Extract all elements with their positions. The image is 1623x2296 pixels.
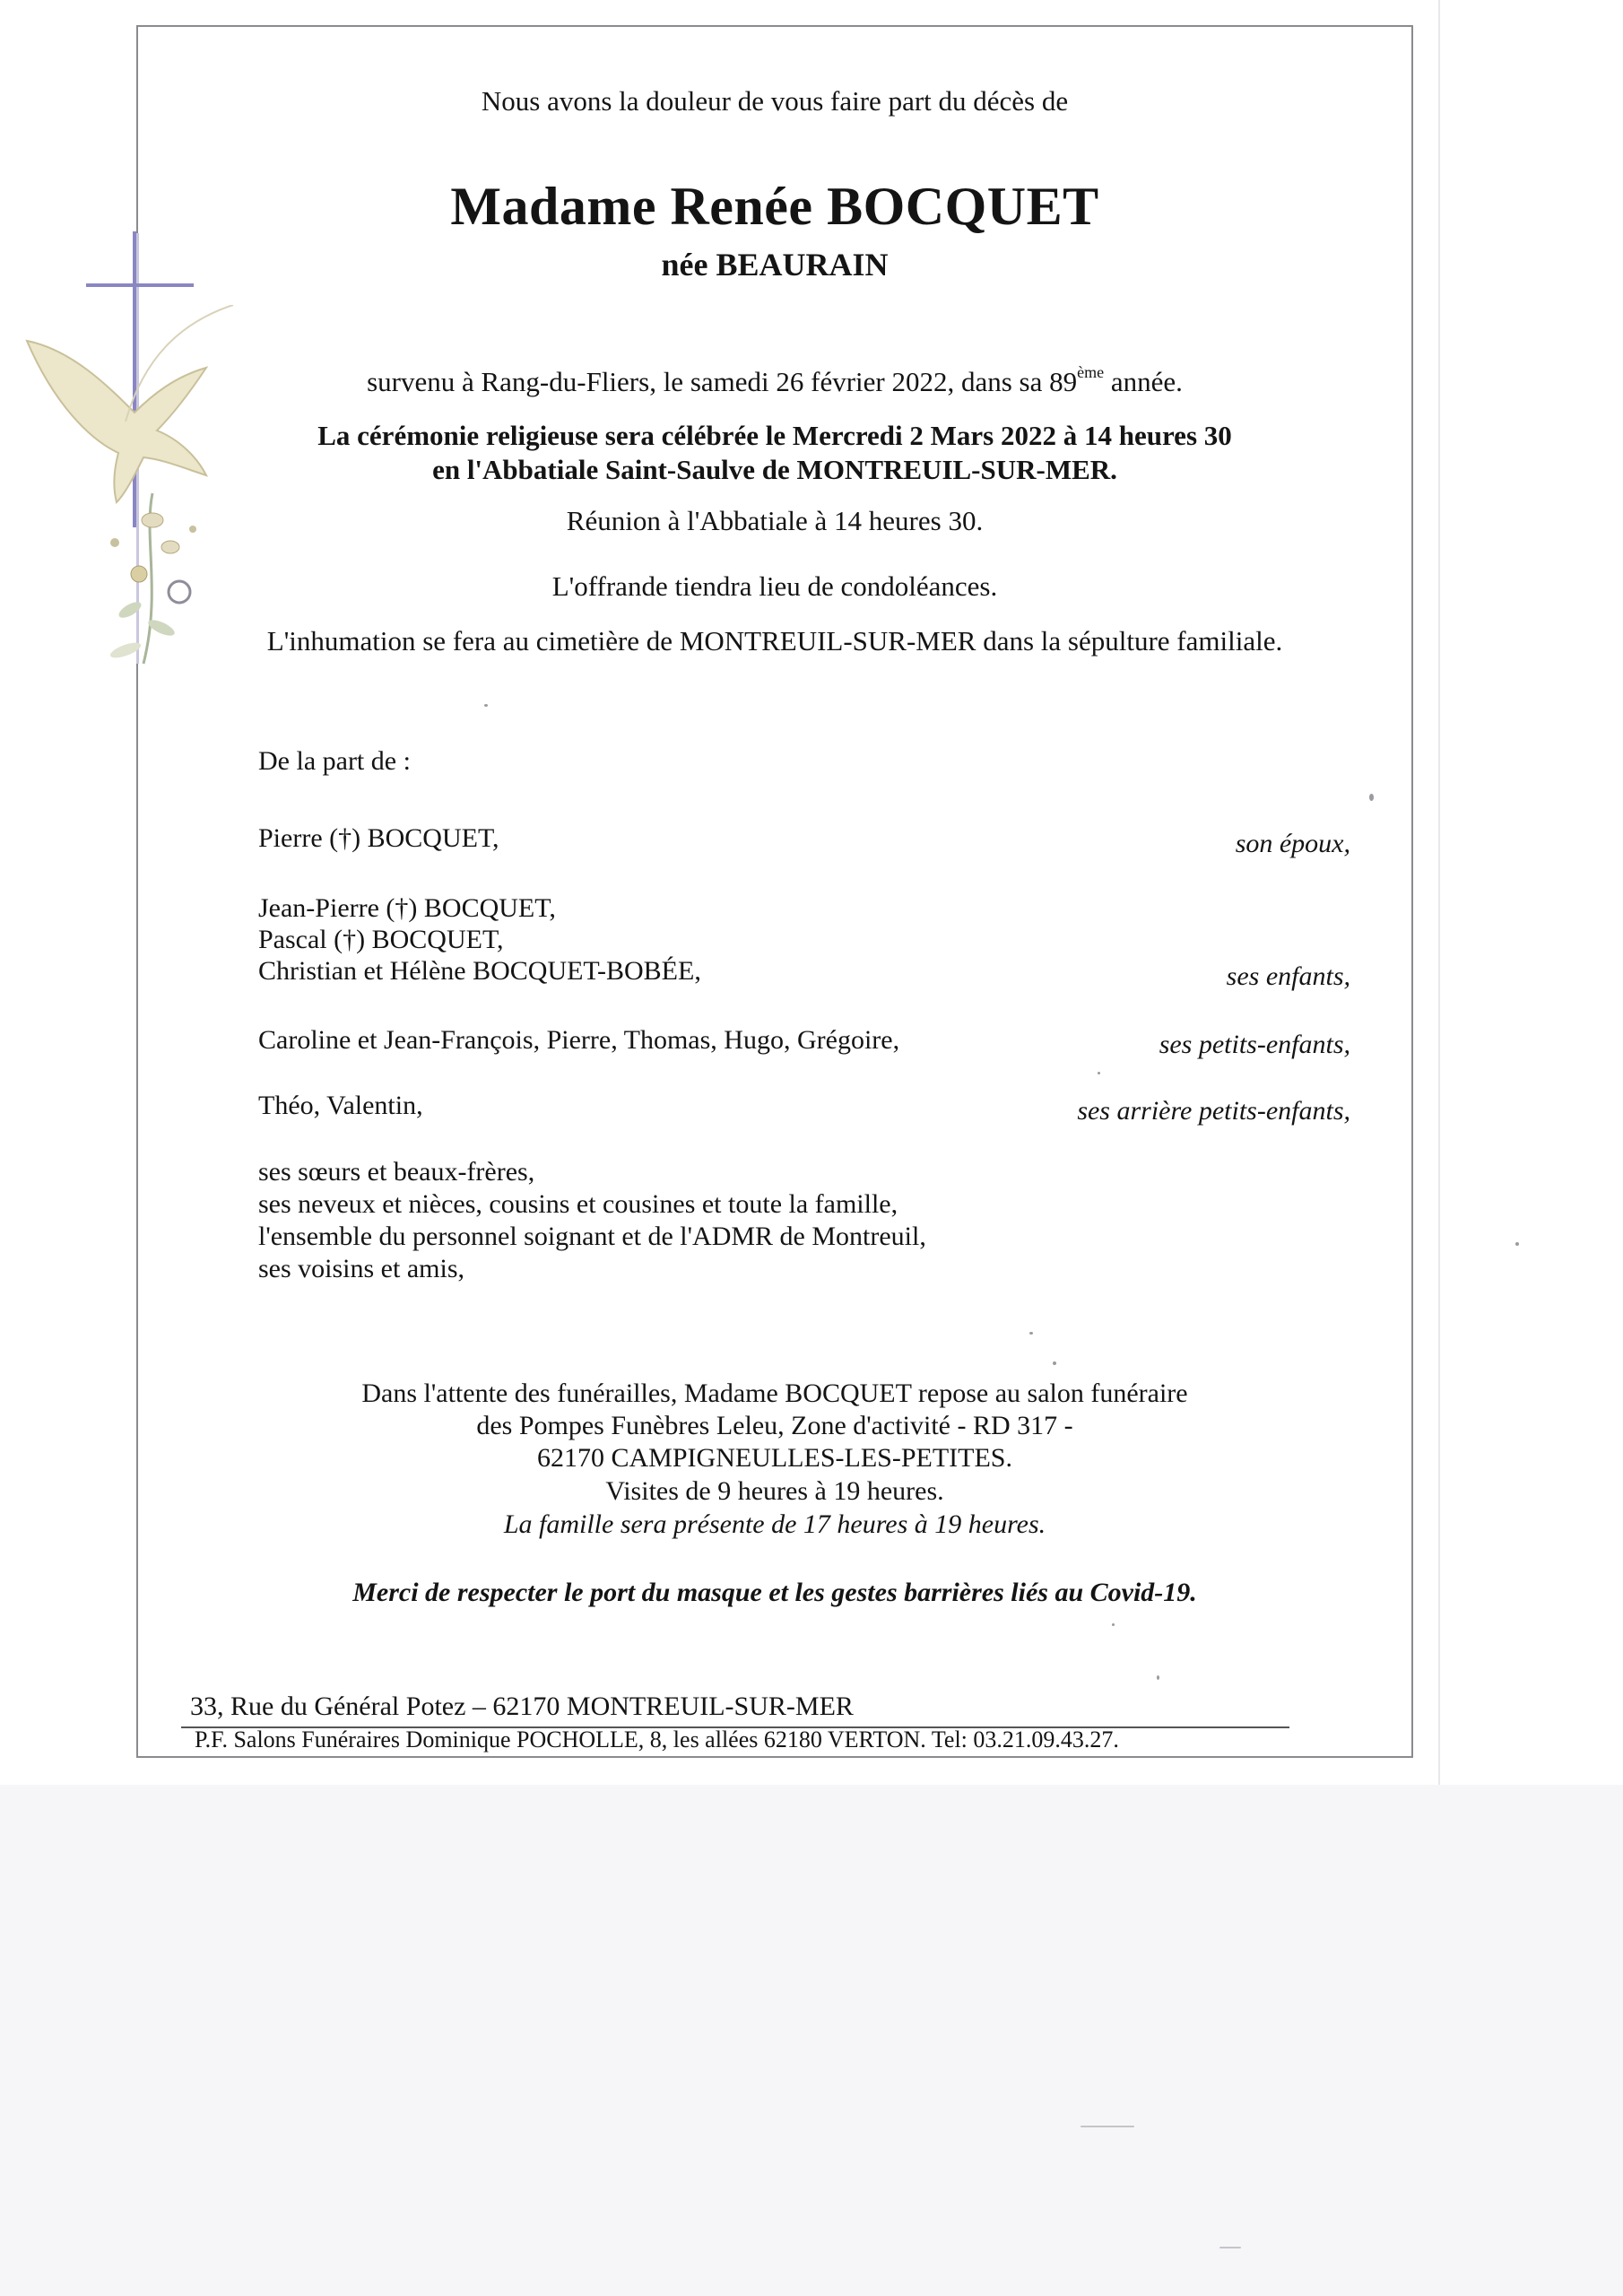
intro-text: Nous avons la douleur de vous faire part du décès de [481, 85, 1069, 117]
wake-line-5: La famille sera présente de 17 heures à 19 heures. [503, 1509, 1046, 1539]
wake-line-3: 62170 CAMPIGNEULLES-LES-PETITES. [537, 1443, 1012, 1473]
footer-address: 33, Rue du Général Potez – 62170 MONTREUIL-SUR-MER [190, 1692, 854, 1721]
death-text-before: survenu à Rang-du-Fliers, le samedi 26 février 2022, dans sa 89 [367, 366, 1078, 397]
wake-line-1: Dans l'attente des funérailles, Madame BOCQUET repose au salon funéraire [361, 1378, 1188, 1408]
covid-notice: Merci de respecter le port du masque et les gestes barrières liés au Covid-19. [352, 1578, 1197, 1607]
family-relation: ses enfants, [1226, 961, 1350, 991]
family-name-line: Pierre (†) BOCQUET, [258, 823, 499, 853]
scan-speck [1029, 1332, 1033, 1335]
family-other-line: ses voisins et amis, [258, 1254, 464, 1283]
family-relation: son époux, [1235, 829, 1350, 858]
meeting-text: Réunion à l'Abbatiale à 14 heures 30. [566, 505, 984, 536]
family-name-line: Pascal (†) BOCQUET, [258, 925, 504, 954]
scan-speck [1053, 1361, 1056, 1365]
wake-line-4: Visites de 9 heures à 19 heures. [605, 1476, 944, 1506]
ceremony-line-2: en l'Abbatiale Saint-Saulve de MONTREUIL-SUR-MER. [432, 454, 1117, 485]
family-other-line: ses sœurs et beaux-frères, [258, 1157, 535, 1187]
maiden-name: née BEAURAIN [661, 247, 889, 283]
family-name-line: Théo, Valentin, [258, 1091, 423, 1120]
scanner-background [0, 1785, 1623, 2296]
family-other-line: l'ensemble du personnel soignant et de l'ADMR de Montreuil, [258, 1222, 926, 1251]
wake-line-2: des Pompes Funèbres Leleu, Zone d'activité - RD 317 - [476, 1411, 1073, 1440]
offering-text: L'offrande tiendra lieu de condoléances. [551, 570, 998, 602]
scan-speck [1112, 1623, 1115, 1626]
family-relation: ses petits-enfants, [1159, 1030, 1350, 1059]
family-other-line: ses neveux et nièces, cousins et cousines et toute la famille, [258, 1189, 898, 1219]
scan-speck [484, 704, 488, 707]
scan-speck [1219, 2247, 1241, 2248]
death-ordinal-suffix: ème [1077, 362, 1105, 381]
family-name-line: Jean-Pierre (†) BOCQUET, [258, 893, 556, 923]
scan-speck [1157, 1675, 1159, 1680]
scan-speck [1369, 794, 1374, 801]
family-relation: ses arrière petits-enfants, [1077, 1096, 1350, 1126]
ceremony-line-1: La cérémonie religieuse sera célébrée le Mercredi 2 Mars 2022 à 14 heures 30 [317, 420, 1232, 451]
scan-speck [1098, 1072, 1100, 1074]
footer-funeral-home: P.F. Salons Funéraires Dominique POCHOLLE, 8, les allées 62180 VERTON. Tel: 03.21.09.43.27. [195, 1726, 1119, 1752]
death-text-after: année. [1104, 366, 1183, 397]
scan-speck [1515, 1242, 1519, 1246]
family-heading: De la part de : [258, 746, 411, 776]
deceased-name: Madame Renée BOCQUET [450, 177, 1099, 236]
family-name-line: Christian et Hélène BOCQUET-BOBÉE, [258, 956, 701, 986]
burial-text: L'inhumation se fera au cimetière de MONTREUIL-SUR-MER dans la sépulture familiale. [266, 625, 1283, 657]
scan-speck [1081, 2126, 1134, 2127]
family-name-line: Caroline et Jean-François, Pierre, Thomas, Hugo, Grégoire, [258, 1025, 900, 1055]
